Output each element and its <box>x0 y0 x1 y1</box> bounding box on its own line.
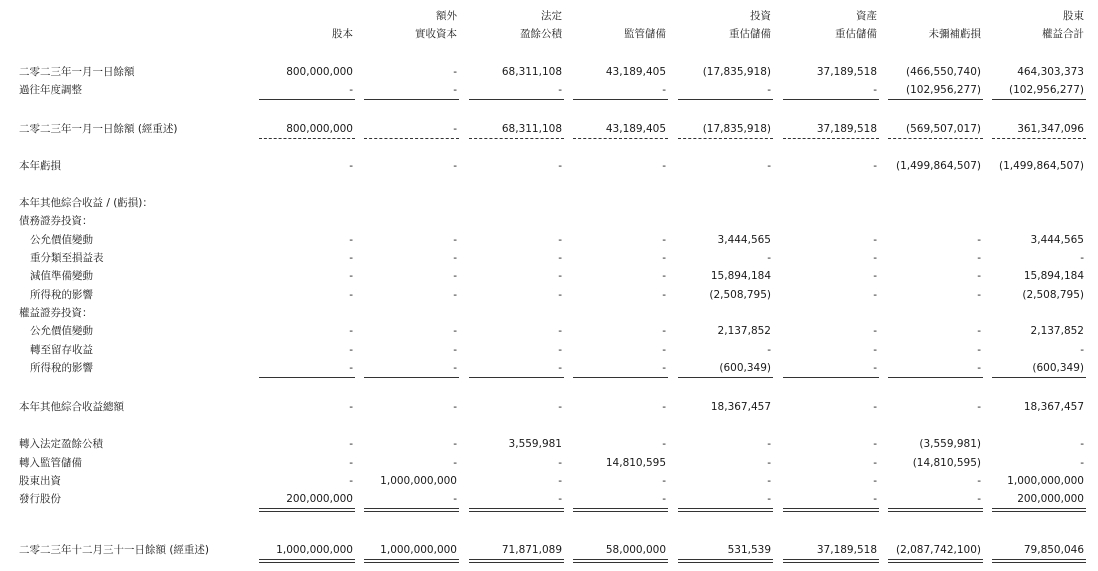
table-cell: - <box>558 84 562 96</box>
column-header-3-line1: 法定 <box>541 10 562 22</box>
table-cell: - <box>767 160 771 172</box>
table-cell: - <box>453 438 457 450</box>
restated-rule <box>888 138 983 139</box>
column-header-5-line1: 投資 <box>750 10 771 22</box>
total-rule <box>888 508 983 512</box>
table-cell: - <box>662 84 666 96</box>
row-label: 二零二三年十二月三十一日餘額 (經重述) <box>19 544 210 556</box>
row-label: 本年虧損 <box>19 160 61 172</box>
restated-rule <box>364 138 459 139</box>
table-cell: - <box>349 84 353 96</box>
total-rule <box>678 508 773 512</box>
table-cell: - <box>873 325 877 337</box>
table-cell: - <box>558 457 562 469</box>
subtotal-rule <box>259 377 355 378</box>
row-label: 二零二三年一月一日餘額 (經重述) <box>19 123 178 135</box>
table-cell: - <box>558 160 562 172</box>
table-cell: 3,444,565 <box>717 234 771 246</box>
table-cell: 15,894,184 <box>710 270 771 282</box>
grand-total-rule <box>573 559 668 563</box>
table-cell: - <box>977 493 981 505</box>
table-cell: - <box>873 252 877 264</box>
table-cell: - <box>873 457 877 469</box>
table-cell: - <box>662 493 666 505</box>
row-label: 二零二三年一月一日餘額 <box>19 66 135 78</box>
grand-total-rule <box>364 559 459 563</box>
table-cell: - <box>349 475 353 487</box>
table-cell: - <box>558 270 562 282</box>
subtotal-rule <box>992 99 1086 100</box>
table-cell: - <box>873 270 877 282</box>
table-cell: 18,367,457 <box>710 401 771 413</box>
table-cell: - <box>662 438 666 450</box>
table-cell: - <box>453 289 457 301</box>
total-rule <box>992 508 1086 512</box>
table-cell: - <box>767 252 771 264</box>
subtotal-rule <box>888 99 983 100</box>
table-cell: 800,000,000 <box>286 66 353 78</box>
table-cell: - <box>349 234 353 246</box>
table-cell: (102,956,277) <box>906 84 981 96</box>
table-cell: (569,507,017) <box>906 123 981 135</box>
table-cell: 2,137,852 <box>1030 325 1084 337</box>
table-cell: 1,000,000,000 <box>1007 475 1084 487</box>
table-cell: - <box>873 493 877 505</box>
table-cell: - <box>767 493 771 505</box>
table-cell: - <box>349 401 353 413</box>
row-label: 公允價值變動 <box>30 234 93 246</box>
table-cell: (102,956,277) <box>1009 84 1084 96</box>
table-cell: (466,550,740) <box>906 66 981 78</box>
table-cell: (1,499,864,507) <box>895 160 981 172</box>
total-rule <box>469 508 564 512</box>
grand-total-rule <box>888 559 983 563</box>
table-cell: 68,311,108 <box>501 66 562 78</box>
table-cell: - <box>873 84 877 96</box>
table-cell: - <box>873 401 877 413</box>
total-rule <box>364 508 459 512</box>
subtotal-rule <box>678 99 773 100</box>
table-cell: - <box>453 252 457 264</box>
table-cell: - <box>453 123 457 135</box>
column-header-4-line2: 監管儲備 <box>624 28 666 40</box>
table-cell: 37,189,518 <box>816 544 877 556</box>
row-label: 所得稅的影響 <box>30 289 93 301</box>
grand-total-rule <box>259 559 355 563</box>
table-cell: - <box>349 325 353 337</box>
table-cell: - <box>1080 438 1084 450</box>
restated-rule <box>573 138 668 139</box>
row-label: 轉入監管儲備 <box>19 457 82 469</box>
table-cell: (17,835,918) <box>702 66 771 78</box>
table-cell: - <box>349 270 353 282</box>
table-cell: - <box>873 160 877 172</box>
restated-rule <box>783 138 879 139</box>
table-cell: - <box>977 234 981 246</box>
table-cell: - <box>558 344 562 356</box>
row-label: 所得稅的影響 <box>30 362 93 374</box>
subtotal-rule <box>992 377 1086 378</box>
table-cell: - <box>977 475 981 487</box>
table-cell: - <box>349 457 353 469</box>
table-cell: 43,189,405 <box>605 66 666 78</box>
table-cell: - <box>558 475 562 487</box>
row-label: 公允價值變動 <box>30 325 93 337</box>
subtotal-rule <box>259 99 355 100</box>
column-header-1-line2: 股本 <box>332 28 353 40</box>
table-cell: 361,347,096 <box>1017 123 1084 135</box>
table-cell: - <box>558 234 562 246</box>
table-cell: - <box>349 289 353 301</box>
table-cell: - <box>662 270 666 282</box>
table-cell: (3,559,981) <box>919 438 981 450</box>
table-cell: - <box>767 438 771 450</box>
row-label: 本年其他綜合收益總額 <box>19 401 124 413</box>
table-cell: - <box>662 234 666 246</box>
table-cell: - <box>349 344 353 356</box>
table-cell: - <box>662 252 666 264</box>
table-cell: 200,000,000 <box>1017 493 1084 505</box>
table-cell: 1,000,000,000 <box>276 544 353 556</box>
subtotal-rule <box>469 377 564 378</box>
table-cell: - <box>453 270 457 282</box>
table-cell: - <box>453 401 457 413</box>
subtotal-rule <box>888 377 983 378</box>
total-rule <box>573 508 668 512</box>
table-cell: 1,000,000,000 <box>380 475 457 487</box>
subtotal-rule <box>573 99 668 100</box>
restated-rule <box>992 138 1086 139</box>
table-cell: - <box>767 84 771 96</box>
table-cell: - <box>349 362 353 374</box>
row-label: 重分類至損益表 <box>30 252 104 264</box>
table-cell: 800,000,000 <box>286 123 353 135</box>
column-header-8-line1: 股東 <box>1063 10 1084 22</box>
table-cell: 464,303,373 <box>1017 66 1084 78</box>
table-cell: (2,508,795) <box>1022 289 1084 301</box>
total-rule <box>783 508 879 512</box>
grand-total-rule <box>469 559 564 563</box>
table-cell: 43,189,405 <box>605 123 666 135</box>
table-cell: - <box>453 493 457 505</box>
table-cell: - <box>349 438 353 450</box>
table-cell: - <box>453 66 457 78</box>
table-cell: - <box>1080 457 1084 469</box>
table-cell: - <box>453 84 457 96</box>
table-cell: - <box>558 362 562 374</box>
table-cell: - <box>977 362 981 374</box>
table-cell: - <box>558 493 562 505</box>
row-label: 債務證券投資： <box>19 215 93 227</box>
table-cell: 37,189,518 <box>816 123 877 135</box>
table-cell: - <box>1080 344 1084 356</box>
table-cell: - <box>453 362 457 374</box>
table-cell: 2,137,852 <box>717 325 771 337</box>
table-cell: 15,894,184 <box>1023 270 1084 282</box>
table-cell: - <box>767 457 771 469</box>
table-cell: - <box>873 438 877 450</box>
column-header-6-line2: 重估儲備 <box>835 28 877 40</box>
subtotal-rule <box>678 377 773 378</box>
table-cell: (600,349) <box>1032 362 1084 374</box>
grand-total-rule <box>783 559 879 563</box>
table-cell: - <box>453 457 457 469</box>
row-label: 轉至留存收益 <box>30 344 93 356</box>
table-cell: - <box>873 362 877 374</box>
column-header-5-line2: 重估儲備 <box>729 28 771 40</box>
subtotal-rule <box>469 99 564 100</box>
table-cell: - <box>873 289 877 301</box>
table-cell: (2,508,795) <box>709 289 771 301</box>
column-header-2-line2: 實收資本 <box>415 28 457 40</box>
table-cell: (1,499,864,507) <box>998 160 1084 172</box>
table-cell: - <box>558 325 562 337</box>
column-header-6-line1: 資產 <box>856 10 877 22</box>
table-cell: (2,087,742,100) <box>895 544 981 556</box>
table-cell: - <box>558 252 562 264</box>
table-cell: - <box>662 362 666 374</box>
table-cell: - <box>873 234 877 246</box>
row-label: 轉入法定盈餘公積 <box>19 438 103 450</box>
table-cell: - <box>558 289 562 301</box>
subtotal-rule <box>573 377 668 378</box>
table-cell: - <box>453 234 457 246</box>
table-cell: - <box>977 252 981 264</box>
table-cell: - <box>662 475 666 487</box>
table-cell: 58,000,000 <box>605 544 666 556</box>
table-cell: (17,835,918) <box>702 123 771 135</box>
row-label: 股東出資 <box>19 475 61 487</box>
table-cell: (600,349) <box>719 362 771 374</box>
table-cell: - <box>662 289 666 301</box>
row-label: 減值準備變動 <box>30 270 93 282</box>
table-cell: - <box>349 252 353 264</box>
column-header-8-line2: 權益合計 <box>1042 28 1084 40</box>
table-cell: - <box>873 344 877 356</box>
table-cell: - <box>767 344 771 356</box>
column-header-2-line1: 額外 <box>436 10 457 22</box>
table-cell: 18,367,457 <box>1023 401 1084 413</box>
table-cell: - <box>558 401 562 413</box>
table-cell: 3,559,981 <box>508 438 562 450</box>
subtotal-rule <box>364 99 459 100</box>
total-rule <box>259 508 355 512</box>
table-cell: 79,850,046 <box>1023 544 1084 556</box>
table-cell: 1,000,000,000 <box>380 544 457 556</box>
subtotal-rule <box>364 377 459 378</box>
table-cell: 68,311,108 <box>501 123 562 135</box>
table-cell: - <box>767 475 771 487</box>
restated-rule <box>259 138 355 139</box>
table-cell: 3,444,565 <box>1030 234 1084 246</box>
table-cell: 14,810,595 <box>605 457 666 469</box>
table-cell: - <box>662 325 666 337</box>
table-cell: (14,810,595) <box>912 457 981 469</box>
table-cell: 37,189,518 <box>816 66 877 78</box>
table-cell: - <box>453 325 457 337</box>
column-header-7-line2: 未彌補虧損 <box>928 28 981 40</box>
row-label: 發行股份 <box>19 493 61 505</box>
table-cell: - <box>977 289 981 301</box>
table-cell: 71,871,089 <box>501 544 562 556</box>
table-cell: - <box>349 160 353 172</box>
table-cell: - <box>977 344 981 356</box>
table-cell: - <box>453 160 457 172</box>
table-cell: 200,000,000 <box>286 493 353 505</box>
table-cell: - <box>1080 252 1084 264</box>
restated-rule <box>469 138 564 139</box>
grand-total-rule <box>992 559 1086 563</box>
subtotal-rule <box>783 377 879 378</box>
row-label: 過往年度調整 <box>19 84 82 96</box>
grand-total-rule <box>678 559 773 563</box>
table-cell: - <box>453 344 457 356</box>
row-label: 本年其他綜合收益 / (虧損)： <box>19 197 153 209</box>
table-cell: - <box>873 475 877 487</box>
table-cell: - <box>662 344 666 356</box>
restated-rule <box>678 138 773 139</box>
subtotal-rule <box>783 99 879 100</box>
table-cell: 531,539 <box>727 544 771 556</box>
column-header-3-line2: 盈餘公積 <box>520 28 562 40</box>
table-cell: - <box>977 325 981 337</box>
row-label: 權益證券投資： <box>19 307 93 319</box>
table-cell: - <box>662 160 666 172</box>
table-cell: - <box>977 270 981 282</box>
table-cell: - <box>977 401 981 413</box>
table-cell: - <box>662 401 666 413</box>
